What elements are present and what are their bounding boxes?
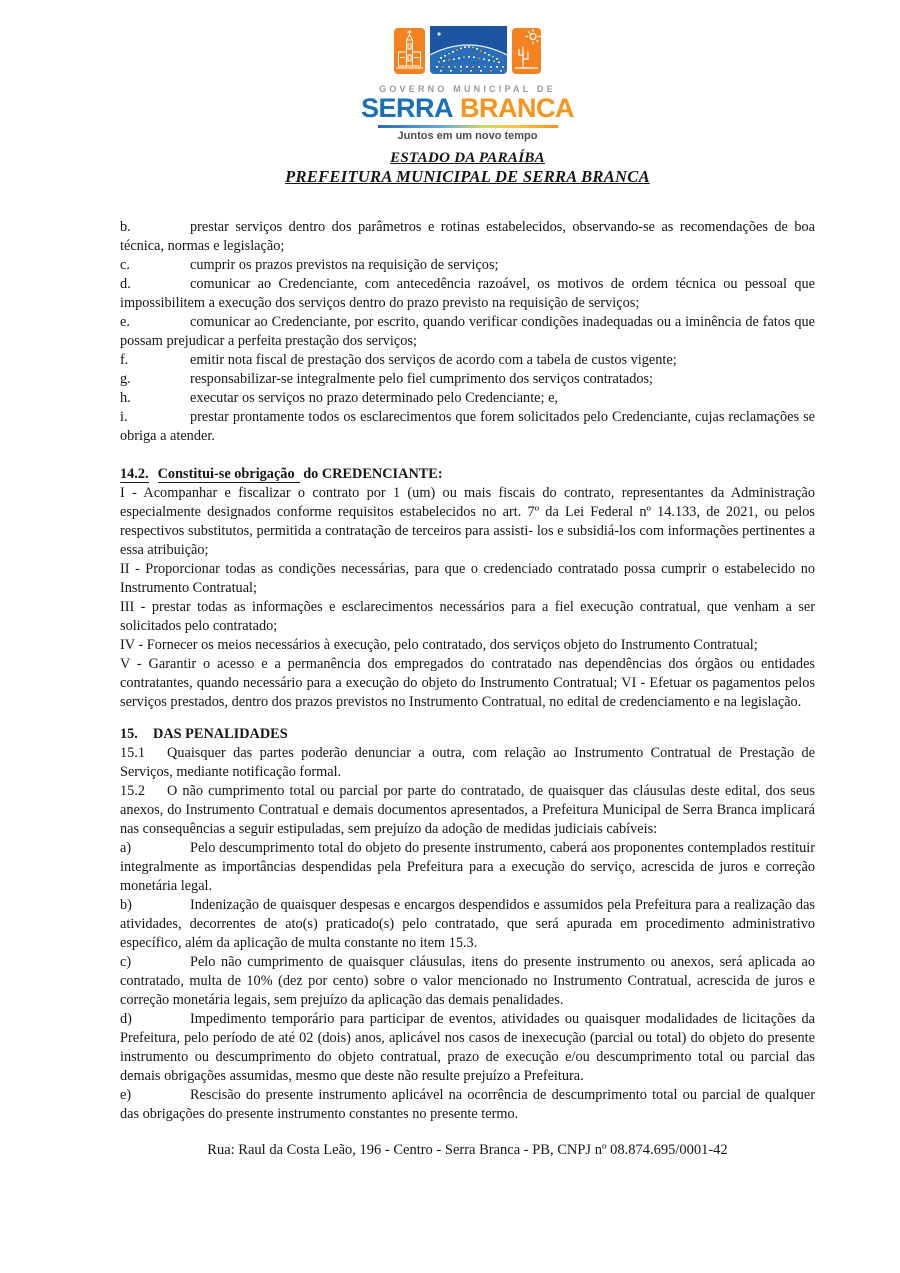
list-item-text: comunicar ao Credenciante, por escrito, quando verificar condições inadequadas ou a iminência de fatos que possam prejudicar a perfeita prestação dos serviços;	[120, 314, 815, 349]
section-15-heading	[120, 725, 815, 744]
penalty-text: Indenização de quaisquer despesas e encargos despendidos e assumidos pela Prefeitura para a realização das atividades, decorrentes de ato(s) praticado(s) pelo contratado, que será apurada em procedimento administrativo específico, além da aplicação de multa constante no item 15.3.	[120, 897, 815, 951]
paragraph-text: O não cumprimento total ou parcial por parte do contratado, de quaisquer das cláusulas deste edital, dos seus anexos, do Instrumento Contratual e demais documentos apresentados, a Prefeitura Municipal de Serra Branca implicará nas consequências a seguir estipuladas, sem prejuízo da adoção de medidas judiciais cabíveis:	[120, 783, 815, 837]
list-item	[120, 351, 815, 370]
section-number: 14.2.	[120, 466, 149, 482]
section-number: 15.	[120, 726, 138, 742]
list-marker: e.	[120, 314, 130, 330]
paragraph-text: Quaisquer das partes poderão denunciar a outra, com relação ao Instrumento Contratual de Prestação de Serviços, mediante notificação formal.	[120, 745, 815, 780]
penalty-item	[120, 839, 815, 896]
list-item-text: cumprir os prazos previstos na requisição de serviços;	[190, 257, 499, 273]
penalty-text: Impedimento temporário para participar de eventos, atividades ou quaisquer modalidades de licitações da Prefeitura, pelo período de até 02 (dois) anos, aplicável nos casos de inexecução (parcial ou total) do objeto do presente instrumento ou descumprimento do objeto contratual, prazo de execução e/ou descumprimento total ou parcial das demais obrigações assumidas, mesmo que deste não resulte prejuízo a Prefeitura.	[120, 1011, 815, 1084]
state-title: ESTADO DA PARAÍBA	[390, 150, 545, 166]
numbered-paragraph	[120, 782, 815, 839]
logo-tagline: Juntos em um novo tempo	[397, 130, 538, 142]
list-item	[120, 389, 815, 408]
list-item	[120, 408, 815, 446]
list-marker: c.	[120, 257, 130, 273]
list-item	[120, 313, 815, 351]
list-item-text: executar os serviços no prazo determinado pelo Credenciante; e,	[190, 390, 558, 406]
obligations-list	[120, 218, 815, 446]
list-marker: b)	[120, 897, 132, 913]
clause-item: III - prestar todas as informações e esclarecimentos necessários para a fiel execução contratual, que venham a ser solicitados pelo contratado;	[120, 599, 815, 634]
paragraph-number: 15.2	[120, 783, 146, 799]
logo-word-serra: SERRA	[360, 93, 453, 123]
penalty-item	[120, 1010, 815, 1086]
section-title-underlined: Constitui-se obrigação	[158, 466, 300, 483]
list-item-text: prestar serviços dentro dos parâmetros e rotinas estabelecidos, observando-se as recomendações de boa técnica, normas e legislação;	[120, 219, 815, 254]
footer-address: Rua: Raul da Costa Leão, 196 - Centro - Serra Branca - PB, CNPJ nº 08.874.695/0001-42	[207, 1142, 728, 1158]
government-banner: GOVERNO MUNICIPAL DE	[379, 84, 556, 94]
section-15	[120, 725, 815, 1124]
cityscape-icon	[430, 26, 507, 79]
logo-panels	[120, 31, 815, 79]
section-14-2	[120, 465, 815, 712]
clause-item: I - Acompanhar e fiscalizar o contrato por 1 (um) ou mais fiscais do contrato, representantes da Administração especialmente designados conforme requisitos estabelecidos no art. 7º da Lei Federal nº 14.133, de 2021, ou pelos respectivos substitutos, permitida a contratação de terceiros para assisti- los e subsidiá-los com informações pertinentes a essa atribuição;	[120, 485, 815, 558]
paragraph-number: 15.1	[120, 745, 146, 761]
list-item	[120, 218, 815, 256]
list-marker: d.	[120, 276, 131, 292]
list-marker: d)	[120, 1011, 132, 1027]
church-icon	[394, 28, 425, 79]
penalty-text: Pelo não cumprimento de quaisquer cláusulas, itens do presente instrumento ou anexos, será aplicada ao contratado, multa de 10% (dez por cento) sobre o valor mencionado no Instrumento Contratual, acrescida de juros e correção monetária legais, sem prejuízo da aplicação das demais penalidades.	[120, 954, 815, 1008]
clause-item: IV - Fornecer os meios necessários à execução, pelo contratado, dos serviços objeto do Instrumento Contratual;	[120, 637, 758, 653]
list-marker: a)	[120, 840, 132, 856]
list-marker: c)	[120, 954, 132, 970]
penalty-text: Pelo descumprimento total do objeto do presente instrumento, caberá aos proponentes contemplados restituir integralmente as importâncias despendidas pela Prefeitura para a execução do serviço, acrescida de juros e correção monetária legal.	[120, 840, 815, 894]
numbered-paragraph	[120, 744, 815, 782]
section-14-2-heading	[120, 465, 815, 484]
list-item-text: responsabilizar-se integralmente pelo fiel cumprimento dos serviços contratados;	[190, 371, 654, 387]
list-marker: b.	[120, 219, 131, 235]
list-marker: f.	[120, 352, 129, 368]
section-title-rest: do CREDENCIANTE:	[303, 466, 443, 482]
list-item	[120, 275, 815, 313]
list-item	[120, 256, 815, 275]
list-item-text: emitir nota fiscal de prestação dos serviços de acordo com a tabela de custos vigente;	[190, 352, 677, 368]
list-marker: h.	[120, 390, 131, 406]
list-marker: e)	[120, 1087, 132, 1103]
penalty-item	[120, 896, 815, 953]
logo-wordmark	[120, 95, 815, 122]
clause-item: II - Proporcionar todas as condições necessárias, para que o credenciado contratado possa cumprir o estabelecido no Instrumento Contratual;	[120, 561, 815, 596]
document-body	[120, 218, 815, 1124]
list-item-text: comunicar ao Credenciante, com antecedência razoável, os motivos de ordem técnica ou pessoal que impossibilitem a execução dos serviços dentro do prazo previsto na requisição de serviços;	[120, 276, 815, 311]
penalty-text: Rescisão do presente instrumento aplicável na ocorrência de descumprimento total ou parcial de qualquer das obrigações do presente instrumento constantes no presente termo.	[120, 1087, 815, 1122]
municipality-title: PREFEITURA MUNICIPAL DE SERRA BRANCA	[285, 167, 650, 186]
list-item-text: prestar prontamente todos os esclarecimentos que forem solicitados pelo Credenciante, cujas reclamações se obriga a atender.	[120, 409, 815, 444]
section-title: DAS PENALIDADES	[153, 726, 288, 742]
letterhead	[120, 0, 815, 187]
clause-item: V - Garantir o acesso e a permanência dos empregados do contratado nas dependências dos órgãos ou entidades contratantes, quando necessário para a execução do objeto do Instrumento Contratual; VI - Efetuar os pagamentos pelos serviços prestados, dentro dos prazos previstos no Instrumento Contratual, no edital de credenciamento e na legislação.	[120, 656, 815, 710]
logo-gradient-bar	[378, 125, 558, 128]
penalty-item	[120, 1086, 815, 1124]
penalty-item	[120, 953, 815, 1010]
cactus-icon	[512, 28, 541, 79]
list-marker: i.	[120, 409, 128, 425]
list-marker: g.	[120, 371, 131, 387]
logo-word-branca: BRANCA	[460, 93, 574, 123]
list-item	[120, 370, 815, 389]
